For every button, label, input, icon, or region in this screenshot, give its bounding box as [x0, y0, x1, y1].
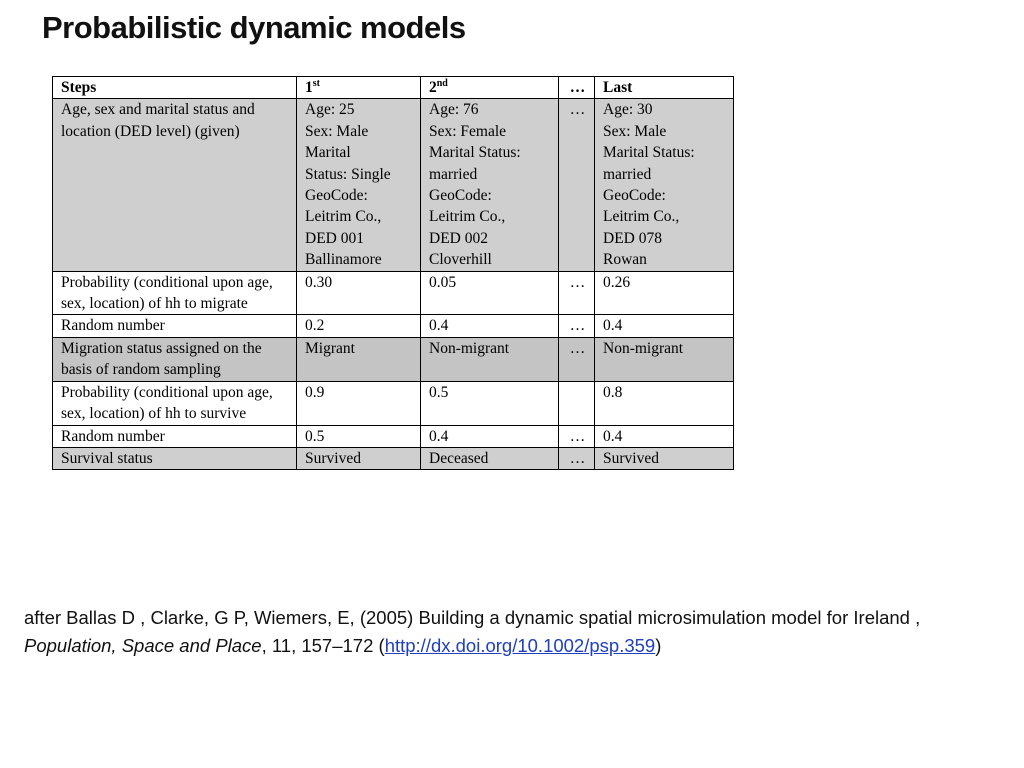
header-last: Last: [595, 77, 734, 99]
attr-line: married: [603, 165, 652, 183]
second-value: Deceased: [421, 447, 559, 469]
row-label: Migration status assigned on the basis of random sampling: [53, 337, 297, 381]
ellipsis-cell: …: [559, 271, 595, 315]
last-value: Non-migrant: [595, 337, 734, 381]
table-row: [53, 337, 734, 381]
slide-title: Probabilistic dynamic models: [42, 10, 466, 45]
attr-line: Age: 76: [429, 101, 479, 119]
probability-table: [52, 76, 734, 470]
header-second-sup: nd: [436, 78, 448, 89]
last-value: 0.4: [595, 425, 734, 447]
ellipsis-cell: …: [559, 425, 595, 447]
table-row: [53, 271, 734, 315]
second-case-attributes: [421, 99, 559, 271]
attr-line: Cloverhill: [429, 251, 492, 269]
attr-line: Rowan: [603, 251, 647, 269]
citation-journal: Population, Space and Place: [24, 635, 262, 656]
table-row: [53, 425, 734, 447]
attr-line: Sex: Female: [429, 122, 507, 140]
first-value: 0.5: [297, 425, 421, 447]
last-case-attributes: [595, 99, 734, 271]
attr-line: Marital Status:: [429, 144, 521, 162]
ellipsis-cell: [559, 381, 595, 425]
first-value: 0.30: [297, 271, 421, 315]
first-value: 0.9: [297, 381, 421, 425]
row-label: Probability (conditional upon age, sex, location) of hh to survive: [53, 381, 297, 425]
attr-line: Leitrim Co.,: [305, 208, 382, 226]
second-value: 0.4: [421, 315, 559, 337]
attr-line: DED 078: [603, 229, 662, 247]
first-value: Migrant: [297, 337, 421, 381]
ellipsis-cell: …: [559, 315, 595, 337]
doi-link[interactable]: http://dx.doi.org/10.1002/psp.359: [384, 635, 656, 656]
attr-line: DED 002: [429, 229, 488, 247]
first-value: 0.2: [297, 315, 421, 337]
attr-line: GeoCode:: [305, 187, 368, 205]
attr-line: Leitrim Co.,: [603, 208, 680, 226]
citation-prefix: after Ballas D , Clarke, G P, Wiemers, E, (2005) Building a dynamic spatial microsimulation model for Ireland ,: [24, 607, 921, 628]
attr-line: Leitrim Co.,: [429, 208, 506, 226]
row-label: Survival status: [53, 447, 297, 469]
ellipsis-cell: …: [559, 447, 595, 469]
attr-line: Ballinamore: [305, 251, 382, 269]
attr-line: Marital Status:: [603, 144, 695, 162]
citation: [24, 604, 1004, 660]
table-row: [53, 381, 734, 425]
table-header-row: [53, 77, 734, 99]
attr-line: Status: Single: [305, 165, 391, 183]
second-value: 0.05: [421, 271, 559, 315]
table-row: [53, 99, 734, 271]
last-value: Survived: [595, 447, 734, 469]
citation-details: , 11, 157–172 (: [261, 635, 385, 656]
attr-line: married: [429, 165, 478, 183]
second-value: 0.5: [421, 381, 559, 425]
attr-line: GeoCode:: [603, 187, 666, 205]
header-second: [421, 77, 559, 99]
first-value: Survived: [297, 447, 421, 469]
header-ellipsis: …: [559, 77, 595, 99]
attr-line: DED 001: [305, 229, 364, 247]
row-label: Age, sex and marital status and location (DED level) (given): [53, 99, 297, 271]
row-label: Random number: [53, 315, 297, 337]
header-first-sup: st: [312, 78, 320, 89]
header-first: [297, 77, 421, 99]
attr-line: Sex: Male: [603, 122, 667, 140]
last-value: 0.26: [595, 271, 734, 315]
attr-line: Marital: [305, 144, 351, 162]
last-value: 0.8: [595, 381, 734, 425]
header-steps: Steps: [53, 77, 297, 99]
last-value: 0.4: [595, 315, 734, 337]
row-label: Probability (conditional upon age, sex, location) of hh to migrate: [53, 271, 297, 315]
header-second-num: 2: [429, 79, 437, 96]
ellipsis-cell: …: [559, 99, 595, 271]
table-row: [53, 447, 734, 469]
attr-line: Sex: Male: [305, 122, 369, 140]
row-label: Random number: [53, 425, 297, 447]
table-row: [53, 315, 734, 337]
attr-line: Age: 30: [603, 101, 653, 119]
header-first-num: 1: [305, 79, 313, 96]
first-case-attributes: [297, 99, 421, 271]
attr-line: Age: 25: [305, 101, 355, 119]
second-value: 0.4: [421, 425, 559, 447]
ellipsis-cell: …: [559, 337, 595, 381]
second-value: Non-migrant: [421, 337, 559, 381]
attr-line: GeoCode:: [429, 187, 492, 205]
citation-suffix: ): [655, 635, 662, 656]
